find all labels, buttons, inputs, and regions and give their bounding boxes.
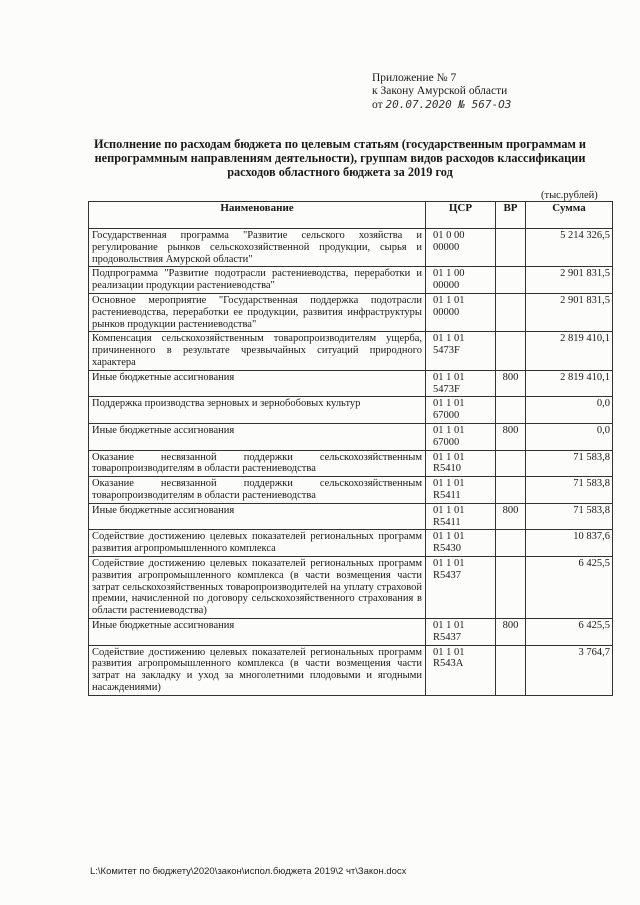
row-csr bbox=[426, 556, 496, 618]
units-label: (тыс.рублей) bbox=[541, 190, 598, 201]
row-csr-part2: R5411 bbox=[433, 489, 461, 501]
row-csr-part1: 01 1 01 bbox=[433, 557, 465, 569]
row-csr bbox=[426, 267, 496, 294]
row-vr: 800 bbox=[496, 370, 526, 397]
row-csr bbox=[426, 229, 496, 267]
table-row bbox=[89, 332, 613, 370]
table-row bbox=[89, 618, 613, 645]
table-row bbox=[89, 503, 613, 530]
row-csr-part2: R5437 bbox=[433, 631, 462, 643]
row-sum: 0,0 bbox=[526, 397, 613, 424]
row-name: Иные бюджетные ассигнования bbox=[89, 503, 426, 530]
row-csr-part1: 01 1 01 bbox=[433, 478, 465, 490]
row-sum: 5 214 326,5 bbox=[526, 229, 613, 267]
row-sum: 3 764,7 bbox=[526, 645, 613, 695]
table-body bbox=[89, 229, 613, 696]
row-csr-part2: R5437 bbox=[433, 569, 462, 581]
row-csr-part1: 01 1 01 bbox=[433, 424, 465, 436]
header-vr: ВР bbox=[496, 202, 526, 229]
row-csr-part2: 5473F bbox=[433, 383, 460, 395]
row-csr-part2: 5473F bbox=[433, 345, 460, 357]
appendix-date-line bbox=[372, 98, 511, 112]
row-csr bbox=[426, 450, 496, 477]
row-name: Иные бюджетные ассигнования bbox=[89, 370, 426, 397]
row-csr-part2: R543A bbox=[433, 658, 464, 670]
row-csr-part1: 01 1 01 bbox=[433, 646, 465, 658]
table-row bbox=[89, 450, 613, 477]
table-row bbox=[89, 293, 613, 331]
appendix-handwritten-date: 20.07.2020 № 567-ОЗ bbox=[385, 98, 512, 111]
row-csr-part2: R5430 bbox=[433, 543, 462, 555]
row-vr bbox=[496, 267, 526, 294]
row-csr-part2: 00000 bbox=[433, 280, 460, 292]
row-sum: 2 901 831,5 bbox=[526, 267, 613, 294]
row-name: Оказание несвязанной поддержки сельскохозяйственным товаропроизводителям в области растениеводства bbox=[89, 477, 426, 504]
appendix-number: Приложение № 7 bbox=[372, 72, 457, 84]
row-name: Компенсация сельскохозяйственным товаропроизводителям ущерба, причиненного в результате чрезвычайных ситуаций природного характера bbox=[89, 332, 426, 370]
row-sum: 71 583,8 bbox=[526, 477, 613, 504]
row-vr bbox=[496, 293, 526, 331]
row-name: Содействие достижению целевых показателей региональных программ развития агропромышленного комплекса bbox=[89, 530, 426, 557]
row-csr-part2: 00000 bbox=[433, 241, 460, 253]
row-csr bbox=[426, 293, 496, 331]
row-csr bbox=[426, 332, 496, 370]
row-csr-part2: R5410 bbox=[433, 463, 462, 475]
table-row bbox=[89, 267, 613, 294]
row-csr-part1: 01 1 01 bbox=[433, 504, 465, 516]
header-sum: Сумма bbox=[526, 202, 613, 229]
row-vr bbox=[496, 530, 526, 557]
row-sum: 2 819 410,1 bbox=[526, 370, 613, 397]
row-sum: 2 901 831,5 bbox=[526, 293, 613, 331]
table-header-row bbox=[89, 202, 613, 229]
row-vr bbox=[496, 229, 526, 267]
row-csr bbox=[426, 618, 496, 645]
row-sum: 71 583,8 bbox=[526, 450, 613, 477]
table-row bbox=[89, 530, 613, 557]
row-vr bbox=[496, 645, 526, 695]
appendix-header bbox=[372, 72, 511, 112]
row-sum: 6 425,5 bbox=[526, 556, 613, 618]
row-vr bbox=[496, 477, 526, 504]
row-csr-part1: 01 0 00 bbox=[433, 230, 465, 241]
row-csr-part1: 01 1 01 bbox=[433, 371, 465, 383]
row-csr bbox=[426, 397, 496, 424]
row-sum: 71 583,8 bbox=[526, 503, 613, 530]
row-csr-part2: 67000 bbox=[433, 410, 460, 422]
row-name: Содействие достижению целевых показателей региональных программ развития агропромышленного комплекса (в части возмещения части затрат на закладку и уход за многолетними плодовыми и ягодными насаждениями) bbox=[89, 645, 426, 695]
row-csr-part1: 01 1 01 bbox=[433, 619, 465, 631]
row-sum: 10 837,6 bbox=[526, 530, 613, 557]
row-sum: 2 819 410,1 bbox=[526, 332, 613, 370]
row-sum: 0,0 bbox=[526, 423, 613, 450]
row-name: Содействие достижению целевых показателей региональных программ развития агропромышленного комплекса (в части возмещения части затрат сельскохозяйственных товаропроизводителей на уплату страховой премии, начисленной по договору сельскохозяйственного страхования в области растениеводства) bbox=[89, 556, 426, 618]
row-csr bbox=[426, 645, 496, 695]
table-row bbox=[89, 556, 613, 618]
budget-table bbox=[88, 201, 613, 696]
appendix-date-prefix: от bbox=[372, 99, 383, 111]
row-csr-part2: 67000 bbox=[433, 436, 460, 448]
row-vr: 800 bbox=[496, 618, 526, 645]
row-vr: 800 bbox=[496, 503, 526, 530]
row-vr bbox=[496, 450, 526, 477]
row-csr bbox=[426, 370, 496, 397]
row-csr bbox=[426, 477, 496, 504]
row-csr-part1: 01 1 01 bbox=[433, 294, 465, 306]
row-name: Оказание несвязанной поддержки сельскохозяйственным товаропроизводителям в области растениеводства bbox=[89, 450, 426, 477]
row-name: Подпрограмма "Развитие подотрасли растениеводства, переработки и реализации продукции растениеводства" bbox=[89, 267, 426, 294]
header-csr: ЦСР bbox=[426, 202, 496, 229]
row-vr bbox=[496, 332, 526, 370]
table-row bbox=[89, 423, 613, 450]
row-name: Основное мероприятие "Государственная поддержка подотрасли растениеводства, переработки ее продукции, развития инфраструктуры рынков продукции растениеводства" bbox=[89, 293, 426, 331]
row-csr bbox=[426, 530, 496, 557]
row-csr bbox=[426, 423, 496, 450]
row-csr-part1: 01 1 00 bbox=[433, 268, 465, 280]
header-name: Наименование bbox=[89, 202, 426, 229]
row-csr-part1: 01 1 01 bbox=[433, 451, 465, 463]
table-row bbox=[89, 370, 613, 397]
row-csr-part2: 00000 bbox=[433, 306, 460, 318]
row-name: Государственная программа "Развитие сельского хозяйства и регулирование рынков сельскохозяйственной продукции, сырья и продовольствия Амурской области" bbox=[89, 229, 426, 267]
file-path-footer: L:\Комитет по бюджету\2020\закон\испол.бюджета 2019\2 чт\Закон.docx bbox=[90, 866, 407, 877]
row-name: Иные бюджетные ассигнования bbox=[89, 618, 426, 645]
row-csr-part1: 01 1 01 bbox=[433, 333, 465, 345]
table-row bbox=[89, 645, 613, 695]
row-csr-part1: 01 1 01 bbox=[433, 531, 465, 543]
row-vr bbox=[496, 556, 526, 618]
table-row bbox=[89, 397, 613, 424]
row-csr bbox=[426, 503, 496, 530]
appendix-law-reference: к Закону Амурской области bbox=[372, 85, 508, 97]
row-name: Иные бюджетные ассигнования bbox=[89, 423, 426, 450]
row-csr-part2: R5411 bbox=[433, 516, 461, 528]
row-name: Поддержка производства зерновых и зернобобовых культур bbox=[89, 397, 426, 424]
row-csr-part1: 01 1 01 bbox=[433, 398, 465, 410]
table-row bbox=[89, 229, 613, 267]
table-row bbox=[89, 477, 613, 504]
row-vr: 800 bbox=[496, 423, 526, 450]
document-title: Исполнение по расходам бюджета по целевым статьям (государственным программам и непрограммным направлениям деятельности), группам видов расходов классификации расходов областного бюджета за 2019 год bbox=[93, 137, 587, 179]
row-sum: 6 425,5 bbox=[526, 618, 613, 645]
row-vr bbox=[496, 397, 526, 424]
